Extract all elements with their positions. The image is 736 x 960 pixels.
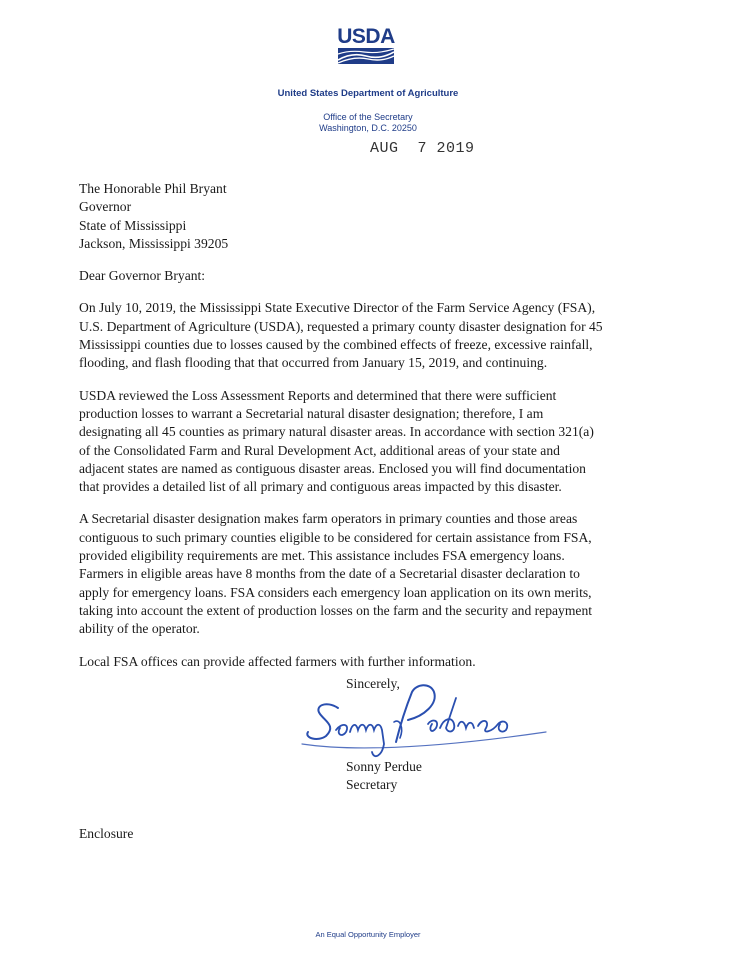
usda-logo <box>334 26 398 66</box>
paragraph-line: Farmers in eligible areas have 8 months from the date of a Secretarial disaster declaration to <box>79 566 580 582</box>
paragraph-line: U.S. Department of Agriculture (USDA), requested a primary county disaster designation for 45 <box>79 318 603 334</box>
salutation: Dear Governor Bryant: <box>79 268 206 284</box>
paragraph-line: of the Consolidated Farm and Rural Development Act, additional areas of your state and <box>79 442 560 458</box>
paragraph-line: USDA reviewed the Loss Assessment Reports and determined that there were sufficient <box>79 387 557 403</box>
paragraph-line: contiguous to such primary counties eligible to be considered for certain assistance from FSA, <box>79 529 592 545</box>
footer-note: An Equal Opportunity Employer <box>315 930 421 939</box>
paragraph-line: On July 10, 2019, the Mississippi State Executive Director of the Farm Service Agency (FSA), <box>79 300 596 316</box>
paragraph-line: flooding, and flash flooding that that occurred from January 15, 2019, and continuing. <box>79 355 548 371</box>
paragraph-line: that provides a detailed list of all primary and contiguous areas impacted by this disaster. <box>79 479 562 495</box>
closing: Sincerely, <box>346 676 400 691</box>
signer-block <box>346 758 422 794</box>
paragraph-line: A Secretarial disaster designation makes farm operators in primary counties and those areas <box>79 511 578 527</box>
address-line: Governor <box>79 199 132 215</box>
body-paragraph <box>79 387 661 497</box>
usda-logo-text: USDA <box>337 25 395 48</box>
paragraph-line: designating all 45 counties as primary natural disaster areas. In accordance with section 321(a) <box>79 424 594 440</box>
body-paragraph <box>79 510 661 638</box>
paragraph-line: taking into account the extent of production losses on the farm and the security and repayment <box>79 602 593 618</box>
paragraph-line: adjacent states are named as contiguous disaster areas. Enclosed you will find documentation <box>79 460 586 476</box>
address-line: State of Mississippi <box>79 217 187 233</box>
body-paragraph <box>79 653 661 671</box>
paragraph-line: production losses to warrant a Secretarial natural disaster designation; therefore, I am <box>79 405 544 421</box>
recipient-address <box>79 180 661 253</box>
department-name: United States Department of Agriculture <box>277 88 459 99</box>
address-line: Jackson, Mississippi 39205 <box>79 235 229 251</box>
office-line: Washington, D.C. 20250 <box>319 123 417 133</box>
date-stamp: AUG 7 2019 <box>370 140 475 157</box>
usda-hills-icon <box>338 48 394 64</box>
signer-title: Secretary <box>346 777 398 792</box>
office-line: Office of the Secretary <box>323 112 413 122</box>
body-paragraph <box>79 299 661 372</box>
address-line: The Honorable Phil Bryant <box>79 181 227 196</box>
handwritten-signature <box>296 678 556 768</box>
signer-name: Sonny Perdue <box>346 759 422 774</box>
office-address <box>250 112 486 134</box>
enclosure-note: Enclosure <box>79 826 134 841</box>
paragraph-line: ability of the operator. <box>79 621 200 637</box>
paragraph-line: apply for emergency loans. FSA considers each emergency loan application on its own merits, <box>79 584 592 600</box>
paragraph-line: Mississippi counties due to losses caused by the combined effects of freeze, excessive rainfall, <box>79 337 593 353</box>
paragraph-line: Local FSA offices can provide affected farmers with further information. <box>79 653 476 669</box>
paragraph-line: provided eligibility requirements are met. This assistance includes FSA emergency loans. <box>79 548 565 564</box>
letter-body <box>79 180 661 671</box>
